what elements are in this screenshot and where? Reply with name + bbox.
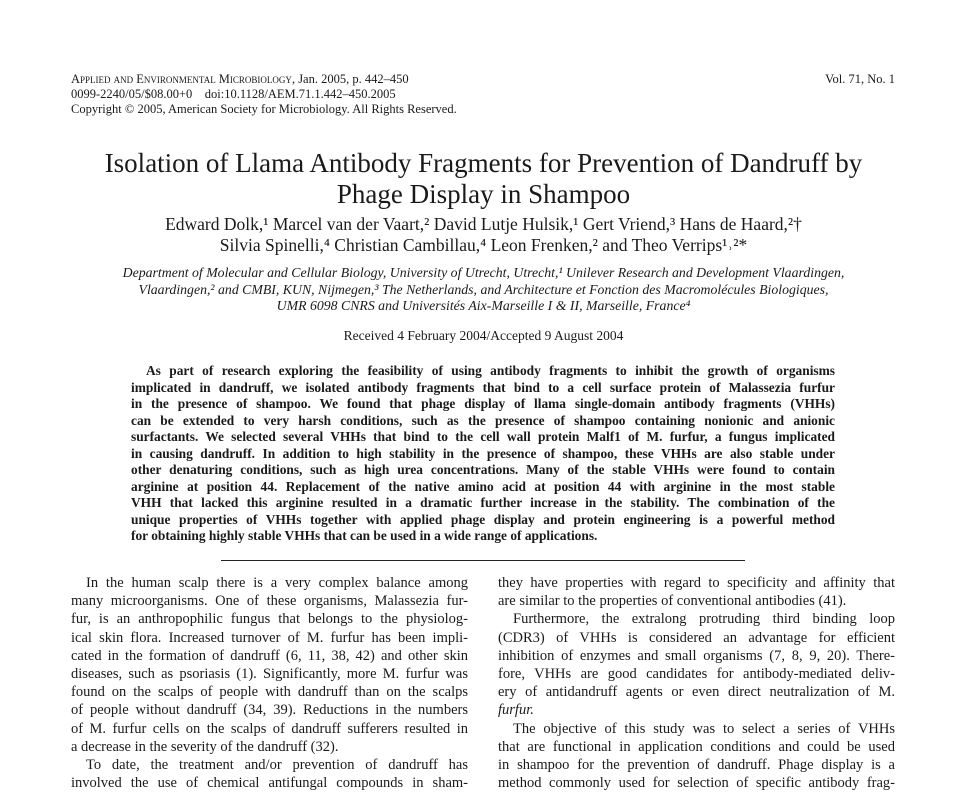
body-line: a decrease in the severity of the dandruff (32). [71, 738, 339, 755]
abstract-line: unique properties of VHHs together with applied phage display and protein engineering is a powerful method [131, 511, 835, 527]
title-line-1: Isolation of Llama Antibody Fragments for Prevention of Dandruff by [104, 148, 863, 178]
volume-label: Vol. 71, No. 1 [825, 72, 895, 86]
body-line: ery of antidandruff agents or even direct neutralization of M. [498, 684, 895, 701]
abstract-line: in the presence of shampoo. We found that phage display of llama single-domain antibody fragments (VHHs) [131, 396, 835, 412]
body-line: that are functional in application conditions and could be used [498, 738, 895, 755]
body-line: are similar to the properties of conventional antibodies (41). [498, 593, 847, 610]
body-line: To date, the treatment and/or prevention of dandruff has [86, 757, 468, 774]
body-line: The objective of this study was to select a series of VHHs [513, 720, 895, 737]
abstract-line: other denaturing conditions, such as high urea concentrations. Many of the stable VHHs were found to contain [131, 462, 835, 478]
journal-issue: , Jan. 2005, p. 442–450 [291, 72, 409, 86]
doi-line: 0099-2240/05/$08.00+0 doi:10.1128/AEM.71.1.442–450.2005 [71, 86, 396, 101]
abstract-line: in causing dandruff. In addition to high stability in the presence of shampoo, these VHHs are also stable under [131, 445, 835, 461]
journal-name: Applied and Environmental Microbiology [71, 72, 292, 86]
abstract-line: can be extended to very harsh conditions, such as the presence of shampoo containing nonionic and anionic [131, 412, 835, 428]
affiliation-line-1: Department of Molecular and Cellular Biology, University of Utrecht, Utrecht,¹ Unilever Research and Development Vlaardingen, [122, 265, 845, 280]
paper-title [40, 148, 927, 210]
journal-header [71, 72, 671, 116]
body-line: ical skin flora. Increased turnover of M. furfur has been impli- [71, 629, 468, 646]
authors-line-1: Edward Dolk,¹ Marcel van der Vaart,² David Lutje Hulsik,¹ Gert Vriend,³ Hans de Haard,²† [165, 214, 802, 234]
author-list [40, 214, 927, 256]
affiliation-line-2: Vlaardingen,² and CMBI, KUN, Nijmegen,³ The Netherlands, and Architecture et Fonction des Macromolécules Biologiques, [138, 281, 829, 297]
body-line: many microorganisms. One of these organisms, Malassezia fur- [71, 593, 468, 610]
abstract-line: As part of research exploring the feasibility of using antibody fragments to inhibit the growth of organisms [146, 363, 835, 378]
body-line: in shampoo for the prevention of dandruff. Phage display is a [498, 757, 895, 774]
body-line: diseases, such as psoriasis (1). Significantly, more M. furfur was [71, 666, 468, 683]
authors-line-2: Silvia Spinelli,⁴ Christian Cambillau,⁴ Leon Frenken,² and Theo Verrips¹˒²* [219, 235, 748, 255]
body-line: fore, VHHs are good candidates for antibody-mediated deliv- [498, 666, 895, 683]
abstract-line: implicated in dandruff, we isolated antibody fragments that bind to a cell surface protein of Malassezia furfur [131, 379, 835, 395]
title-line-2: Phage Display in Shampoo [336, 179, 631, 209]
abstract [131, 363, 835, 545]
affiliations [40, 265, 927, 315]
body-column-right [498, 574, 895, 792]
body-line: of people without dandruff (34, 39). Reductions in the numbers [71, 702, 468, 719]
body-line: (CDR3) of VHHs is considered an advantage for efficient [498, 629, 895, 646]
body-line: they have properties with regard to specificity and affinity that [498, 575, 895, 591]
journal-citation [71, 72, 671, 87]
abstract-line: surfactants. We selected several VHHs that bind to the cell wall protein Malf1 of M. furfur, a fungus implicated [131, 429, 835, 445]
body-line: cated in the formation of dandruff (6, 11, 38, 42) and other skin [71, 647, 468, 664]
body-line: furfur. [498, 702, 534, 719]
body-line: In the human scalp there is a very complex balance among [86, 575, 468, 591]
body-line: Furthermore, the extralong protruding third binding loop [513, 611, 895, 628]
body-line: involved the use of chemical antifungal compounds in sham- [71, 775, 468, 792]
section-divider [221, 560, 745, 561]
received-dates: Received 4 February 2004/Accepted 9 August 2004 [343, 328, 624, 343]
copyright-line: Copyright © 2005, American Society for Microbiology. All Rights Reserved. [71, 101, 457, 116]
body-line: found on the scalps of people with dandruff than on the scalps [71, 684, 468, 701]
body-column-left [71, 574, 468, 792]
abstract-line: VHH that lacked this arginine resulted in a dramatic further increase in the stability. The combination of the [131, 495, 835, 511]
affiliation-line-3: UMR 6098 CNRS and Universités Aix-Marseille I & II, Marseille, France⁴ [276, 298, 691, 314]
body-line: inhibition of enzymes and small organisms (7, 8, 9, 20). There- [498, 647, 895, 664]
body-line: method commonly used for selection of specific antibody frag- [498, 775, 895, 792]
body-line: of M. furfur cells on the scalps of dandruff sufferers resulted in [71, 720, 468, 737]
abstract-line: arginine at position 44. Replacement of the native amino acid at position 44 with arginine in the most stable [131, 478, 835, 494]
abstract-line: for obtaining highly stable VHHs that can be used in a wide range of applications. [131, 528, 598, 544]
body-line: fur, is an anthropophilic fungus that belongs to the physiolog- [71, 611, 468, 628]
